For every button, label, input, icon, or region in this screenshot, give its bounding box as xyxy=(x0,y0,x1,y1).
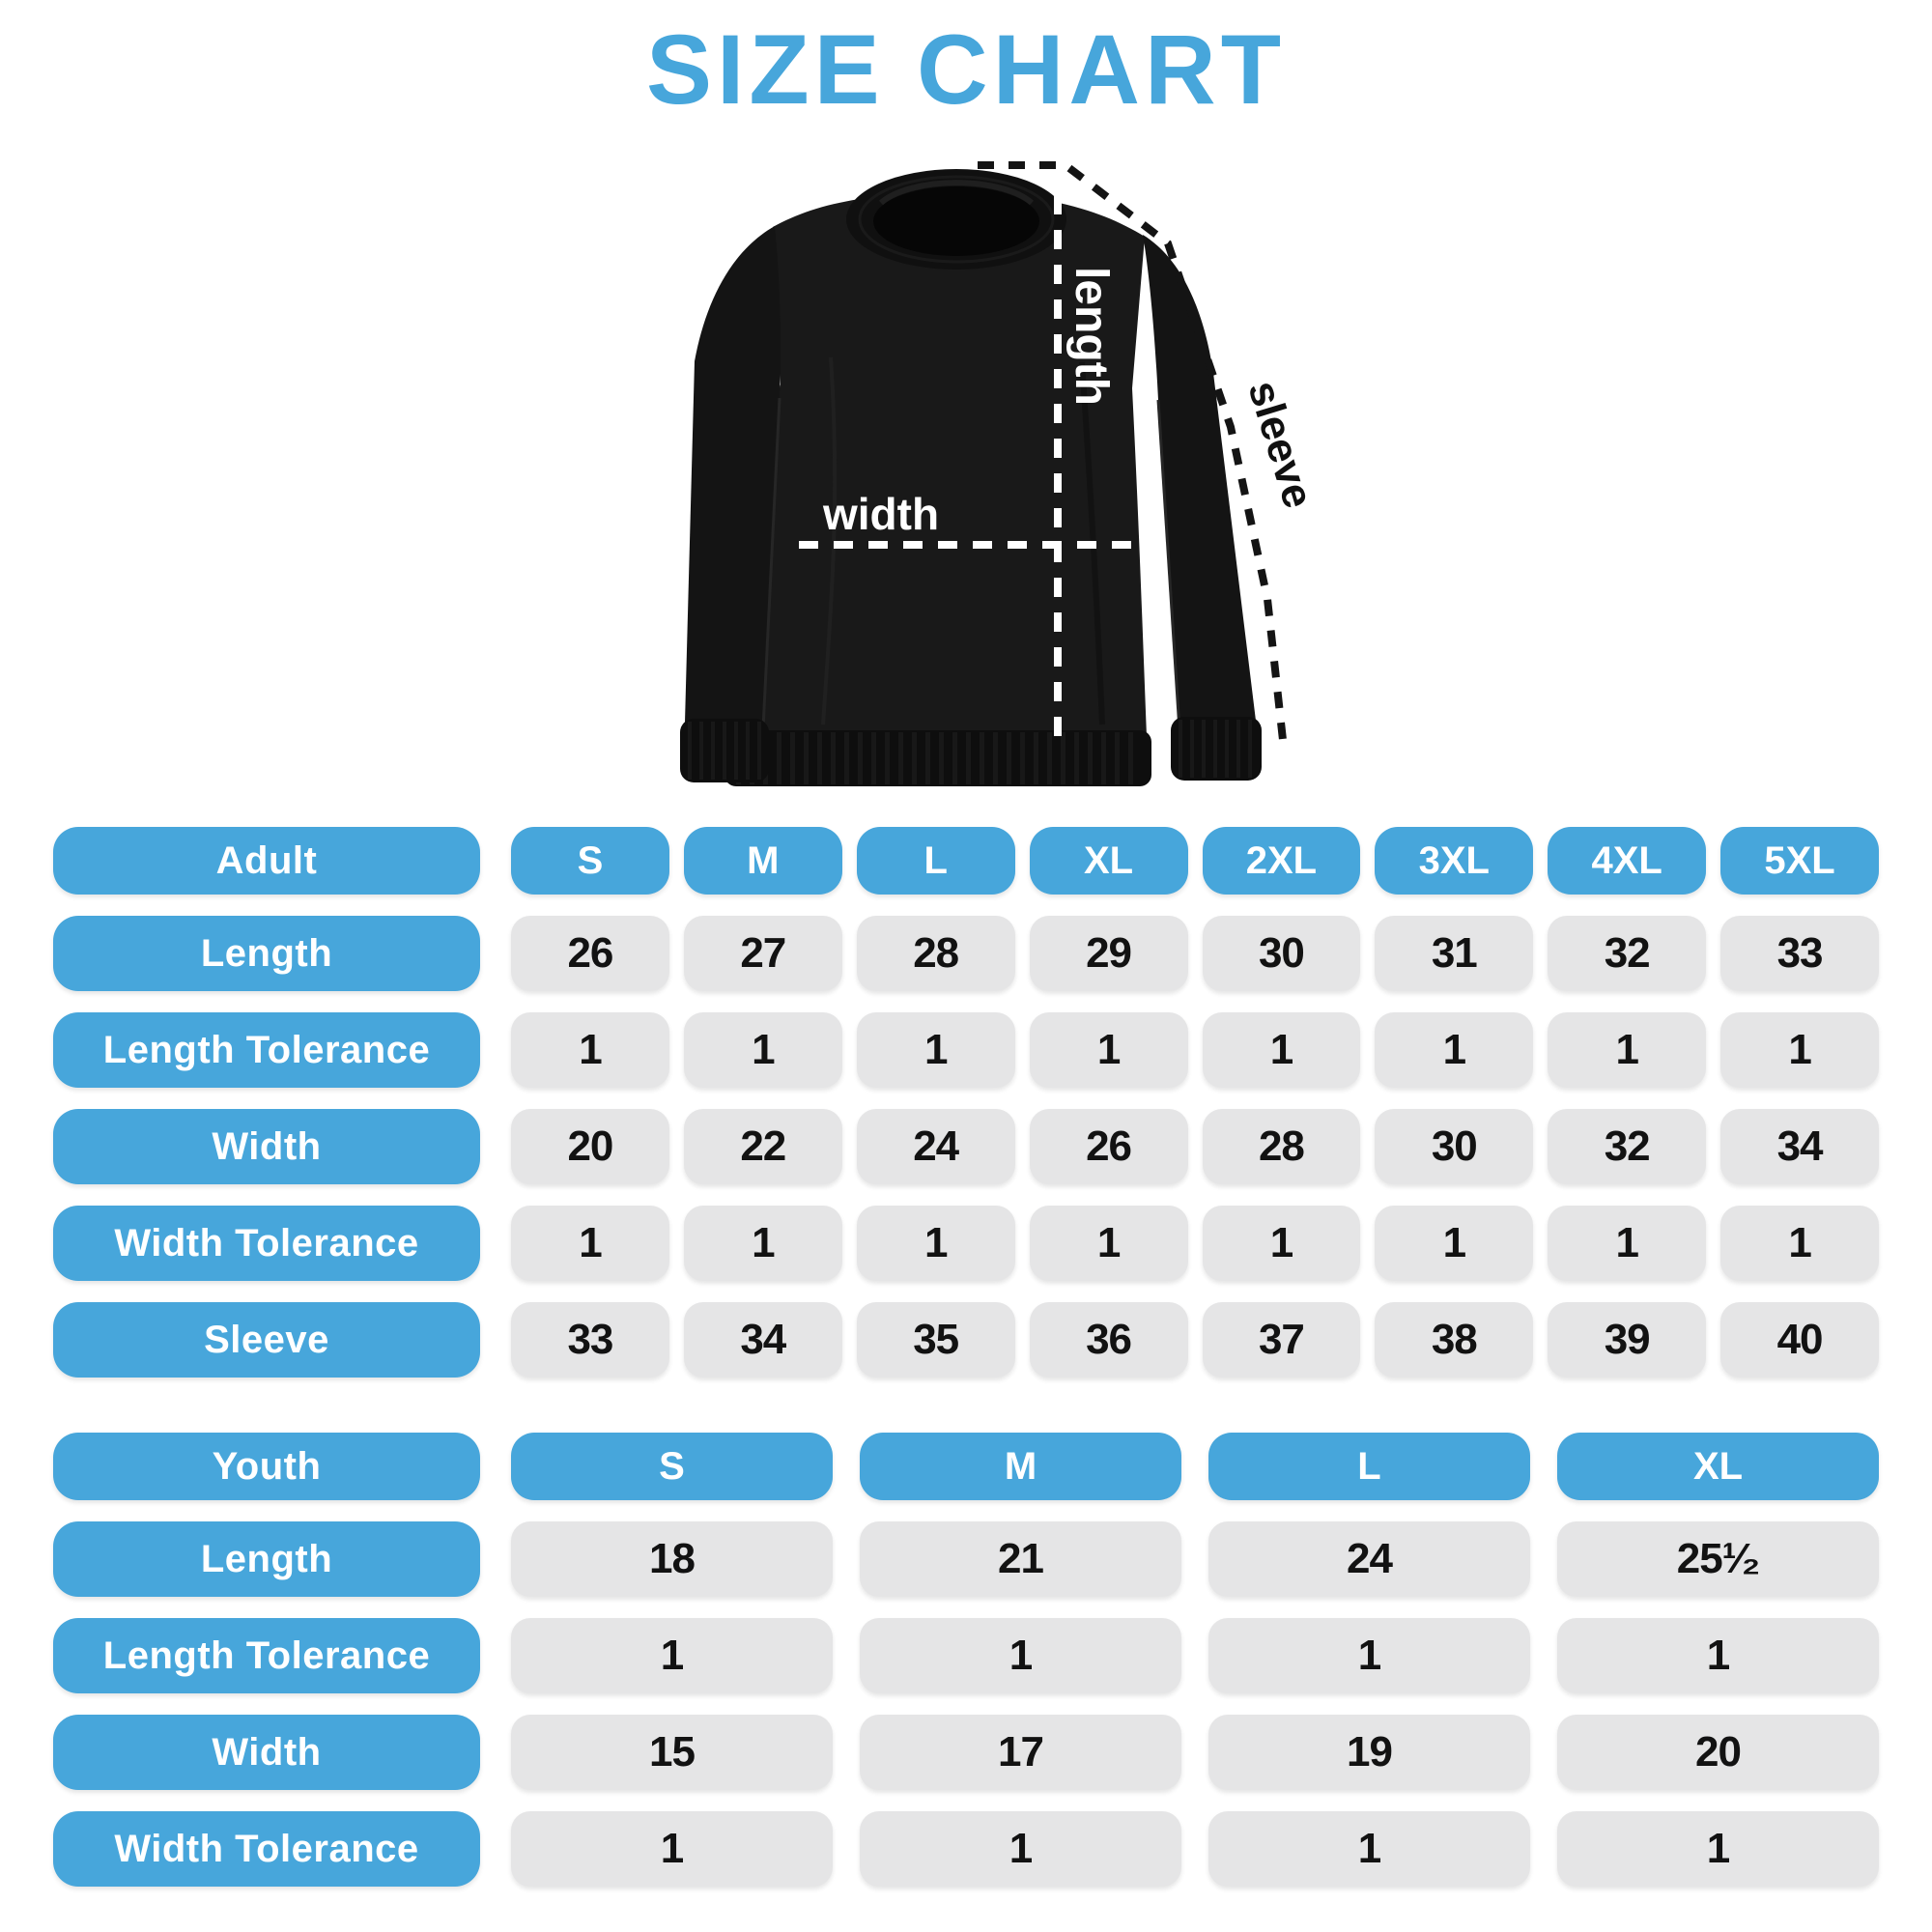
row-label: Sleeve xyxy=(53,1302,480,1378)
adult-col-header-s: S xyxy=(511,827,669,895)
adult-table-title: Adult xyxy=(53,827,480,895)
size-cell: 1 xyxy=(860,1811,1181,1887)
size-cell: 38 xyxy=(1375,1302,1533,1378)
size-cell: 36 xyxy=(1030,1302,1188,1378)
row-label: Length Tolerance xyxy=(53,1012,480,1088)
size-cell: 15 xyxy=(511,1715,833,1790)
table-row xyxy=(53,1012,1879,1088)
youth-col-header-xl: XL xyxy=(1557,1433,1879,1500)
youth-col-header-m: M xyxy=(860,1433,1181,1500)
youth-size-table xyxy=(53,1433,1879,1908)
youth-table-title: Youth xyxy=(53,1433,480,1500)
size-cell: 1 xyxy=(860,1618,1181,1693)
adult-col-header-m: M xyxy=(684,827,842,895)
row-label: Length xyxy=(53,916,480,991)
size-cell: 1 xyxy=(511,1012,669,1088)
size-cell: 26 xyxy=(511,916,669,991)
size-cell: 34 xyxy=(684,1302,842,1378)
size-cell: 26 xyxy=(1030,1109,1188,1184)
size-cell: 20 xyxy=(511,1109,669,1184)
size-cell: 1 xyxy=(684,1012,842,1088)
size-cell: 35 xyxy=(857,1302,1015,1378)
size-cell: 1 xyxy=(857,1206,1015,1281)
size-cell: 1 xyxy=(511,1618,833,1693)
size-cell: 28 xyxy=(1203,1109,1361,1184)
size-cell: 17 xyxy=(860,1715,1181,1790)
size-cell: 28 xyxy=(857,916,1015,991)
size-cell: 1 xyxy=(1030,1206,1188,1281)
size-cell: 1 xyxy=(511,1206,669,1281)
youth-col-header-l: L xyxy=(1208,1433,1530,1500)
table-row xyxy=(53,1618,1879,1693)
size-cell: 18 xyxy=(511,1521,833,1597)
table-row xyxy=(53,1302,1879,1378)
size-cell: 30 xyxy=(1375,1109,1533,1184)
size-cell: 1 xyxy=(1375,1012,1533,1088)
size-cell: 37 xyxy=(1203,1302,1361,1378)
size-cell: 1 xyxy=(1548,1206,1706,1281)
size-cell: 1 xyxy=(1030,1012,1188,1088)
table-row xyxy=(53,1715,1879,1790)
size-cell: 1 xyxy=(1557,1618,1879,1693)
size-cell: 22 xyxy=(684,1109,842,1184)
size-cell: 40 xyxy=(1720,1302,1879,1378)
size-cell: 1 xyxy=(1720,1012,1879,1088)
table-row xyxy=(53,1206,1879,1281)
row-label: Width Tolerance xyxy=(53,1206,480,1281)
size-cell: 29 xyxy=(1030,916,1188,991)
size-cell: 1 xyxy=(1557,1811,1879,1887)
youth-header-row xyxy=(53,1433,1879,1500)
page-title: SIZE CHART xyxy=(646,14,1286,125)
size-cell: 33 xyxy=(1720,916,1879,991)
adult-col-header-4xl: 4XL xyxy=(1548,827,1706,895)
waistband xyxy=(724,730,1151,786)
size-cell: 1 xyxy=(1375,1206,1533,1281)
size-cell: 1 xyxy=(511,1811,833,1887)
adult-size-table xyxy=(53,827,1879,1399)
row-label: Width Tolerance xyxy=(53,1811,480,1887)
size-cell: 19 xyxy=(1208,1715,1530,1790)
size-cell: 32 xyxy=(1548,916,1706,991)
size-cell: 39 xyxy=(1548,1302,1706,1378)
size-cell: 33 xyxy=(511,1302,669,1378)
size-cell: 1 xyxy=(684,1206,842,1281)
row-label: Width xyxy=(53,1715,480,1790)
length-label: length xyxy=(1065,267,1117,406)
adult-col-header-2xl: 2XL xyxy=(1203,827,1361,895)
row-label: Width xyxy=(53,1109,480,1184)
width-label: width xyxy=(823,489,940,539)
row-label: Length xyxy=(53,1521,480,1597)
size-cell: 34 xyxy=(1720,1109,1879,1184)
adult-header-row xyxy=(53,827,1879,895)
size-cell: 1 xyxy=(1203,1206,1361,1281)
table-row xyxy=(53,916,1879,991)
adult-col-header-5xl: 5XL xyxy=(1720,827,1879,895)
table-row xyxy=(53,1109,1879,1184)
row-label: Length Tolerance xyxy=(53,1618,480,1693)
size-cell: 1 xyxy=(1548,1012,1706,1088)
table-row xyxy=(53,1521,1879,1597)
youth-col-header-s: S xyxy=(511,1433,833,1500)
size-cell: 30 xyxy=(1203,916,1361,991)
size-cell: 27 xyxy=(684,916,842,991)
size-cell: 21 xyxy=(860,1521,1181,1597)
size-cell: 31 xyxy=(1375,916,1533,991)
size-cell: 1 xyxy=(1720,1206,1879,1281)
size-cell: 20 xyxy=(1557,1715,1879,1790)
sleeve-label: sleeve xyxy=(1238,375,1322,514)
sweatshirt-diagram xyxy=(541,106,1391,821)
sweatshirt-image xyxy=(541,106,1391,821)
size-cell: 24 xyxy=(1208,1521,1530,1597)
size-cell: 1 xyxy=(1208,1618,1530,1693)
adult-col-header-l: L xyxy=(857,827,1015,895)
size-cell: 32 xyxy=(1548,1109,1706,1184)
table-row xyxy=(53,1811,1879,1887)
size-cell: 1 xyxy=(857,1012,1015,1088)
neck-opening xyxy=(873,186,1039,256)
adult-col-header-xl: XL xyxy=(1030,827,1188,895)
size-cell: 1 xyxy=(1203,1012,1361,1088)
size-cell: 1 xyxy=(1208,1811,1530,1887)
adult-col-header-3xl: 3XL xyxy=(1375,827,1533,895)
size-cell: 25¹⁄₂ xyxy=(1557,1521,1879,1597)
size-cell: 24 xyxy=(857,1109,1015,1184)
